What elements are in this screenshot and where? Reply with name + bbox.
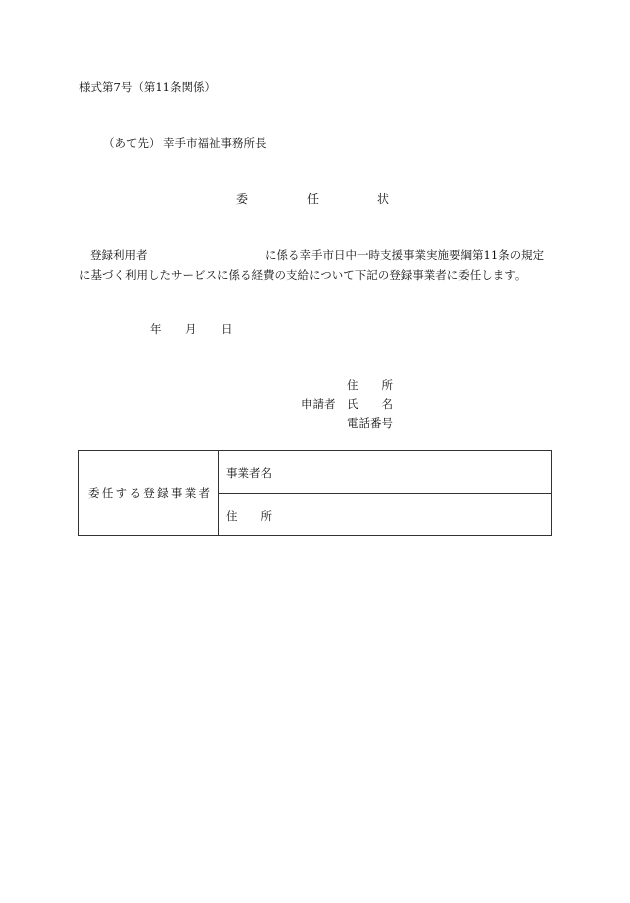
- header-char: す: [115, 486, 128, 500]
- header-char: 録: [157, 486, 169, 500]
- business-address-label: [226, 511, 272, 523]
- name-char: 氏: [347, 397, 359, 411]
- header-char: 者: [198, 486, 210, 500]
- address-char: 所: [260, 509, 272, 523]
- header-char: 業: [184, 486, 197, 500]
- registered-user-label: 登録利用者: [90, 248, 148, 262]
- header-char: 委: [88, 486, 100, 500]
- date-year-label: 年: [150, 322, 162, 336]
- header-char: 事: [170, 486, 183, 500]
- body-text-line1: に係る幸手市日中一時支援事業実施要綱第11条の規定: [265, 248, 545, 262]
- address-char: 所: [381, 378, 393, 392]
- applicant-address-label: [347, 380, 393, 392]
- address-char: 住: [226, 509, 238, 523]
- business-name-label: 事業者名: [226, 466, 272, 480]
- header-char: る: [129, 486, 141, 500]
- addressee-prefix: （あて先）: [103, 136, 161, 150]
- applicant-name-label: [347, 399, 393, 411]
- document-title-char: 任: [307, 192, 320, 206]
- document-title-char: 状: [377, 192, 390, 206]
- body-text-line2: に基づく利用したサービスに係る経費の支給について下記の登録事業者に委任します。: [79, 268, 527, 282]
- name-char: 名: [381, 397, 393, 411]
- addressee-name: 幸手市福祉事務所長: [163, 136, 267, 150]
- agent-table: [78, 450, 552, 536]
- table-row-divider: [219, 493, 551, 494]
- header-char: 登: [143, 486, 155, 500]
- form-number: 様式第7号（第11条関係）: [79, 80, 216, 94]
- address-char: 住: [347, 378, 359, 392]
- document-title-char: 委: [236, 192, 249, 206]
- applicant-phone-label: 電話番号: [347, 416, 393, 430]
- agent-table-header-cell: [79, 451, 219, 535]
- applicant-label: 申請者: [301, 397, 336, 411]
- header-char: 任: [101, 486, 114, 500]
- agent-table-header-label: [88, 488, 210, 500]
- date-month-label: 月: [185, 322, 197, 336]
- date-day-label: 日: [221, 322, 233, 336]
